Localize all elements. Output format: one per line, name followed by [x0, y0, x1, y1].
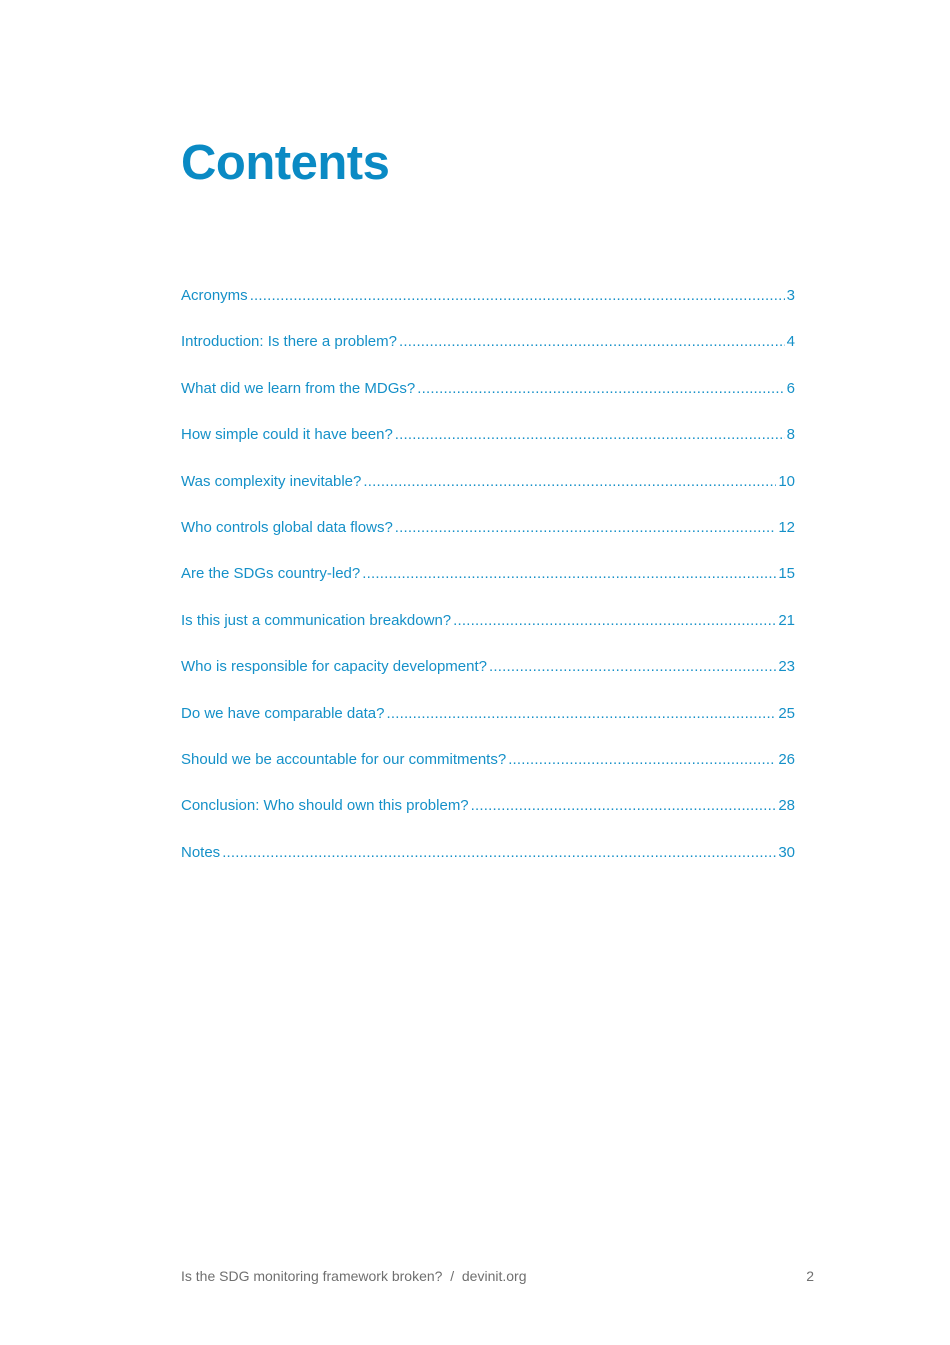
dot-leader	[395, 516, 777, 540]
dot-leader	[386, 702, 776, 726]
toc-entry-label: Who is responsible for capacity development?	[181, 658, 487, 676]
toc-entry-introduction[interactable]	[181, 330, 795, 376]
dot-leader	[453, 609, 776, 633]
toc-page-number: 8	[786, 426, 795, 444]
dot-leader	[508, 748, 776, 772]
footer-page-number: 2	[806, 1268, 814, 1284]
dot-leader	[489, 655, 776, 679]
dot-leader	[471, 794, 777, 818]
toc-page-number: 6	[786, 379, 795, 397]
toc-entry-label: How simple could it have been?	[181, 426, 393, 444]
toc-entry-label: Notes	[181, 843, 221, 861]
toc-entry-comparable-data[interactable]	[181, 702, 795, 748]
toc-entry-label: Conclusion: Who should own this problem?	[181, 797, 469, 815]
toc-entry-label: What did we learn from the MDGs?	[181, 379, 416, 397]
toc-entry-mdgs[interactable]	[181, 377, 795, 423]
dot-leader	[395, 423, 785, 447]
toc-entry-label: Are the SDGs country-led?	[181, 565, 361, 583]
page-footer	[181, 1266, 814, 1286]
toc-entry-how-simple[interactable]	[181, 423, 795, 469]
toc-entry-accountable[interactable]	[181, 748, 795, 794]
toc-page-number: 10	[778, 472, 795, 490]
toc-page-number: 26	[778, 750, 795, 768]
toc-page-number: 12	[778, 518, 795, 536]
toc-entry-notes[interactable]	[181, 841, 795, 887]
toc-entry-label: Who controls global data flows?	[181, 518, 393, 536]
toc-page-number: 3	[786, 287, 795, 304]
toc-page-number: 30	[778, 843, 795, 861]
toc-entry-label: Should we be accountable for our commitments?	[181, 750, 507, 768]
dot-leader	[250, 284, 785, 308]
toc-entry-acronyms[interactable]	[181, 284, 795, 330]
dot-leader	[417, 377, 784, 401]
table-of-contents	[181, 284, 795, 887]
toc-entry-capacity[interactable]	[181, 655, 795, 701]
dot-leader	[362, 562, 776, 586]
toc-entry-data-flows[interactable]	[181, 516, 795, 562]
dot-leader	[222, 841, 776, 865]
toc-entry-label: Acronyms	[181, 287, 248, 304]
toc-entry-complexity[interactable]	[181, 470, 795, 516]
toc-entry-label: Introduction: Is there a problem?	[181, 333, 397, 351]
toc-entry-label: Do we have comparable data?	[181, 704, 385, 722]
toc-page-number: 25	[778, 704, 795, 722]
toc-entry-label: Is this just a communication breakdown?	[181, 611, 452, 629]
footer-text: Is the SDG monitoring framework broken? / devinit.org	[181, 1268, 527, 1284]
toc-page-number: 15	[778, 565, 795, 583]
dot-leader	[363, 470, 776, 494]
toc-page-number: 21	[778, 611, 795, 629]
toc-entry-communication[interactable]	[181, 609, 795, 655]
toc-entry-conclusion[interactable]	[181, 794, 795, 840]
toc-entry-label: Was complexity inevitable?	[181, 472, 362, 490]
page-title: Contents	[181, 136, 390, 190]
toc-page-number: 23	[778, 658, 795, 676]
toc-page-number: 28	[778, 797, 795, 815]
toc-page-number: 4	[786, 333, 795, 351]
dot-leader	[399, 330, 785, 354]
toc-entry-country-led[interactable]	[181, 562, 795, 608]
